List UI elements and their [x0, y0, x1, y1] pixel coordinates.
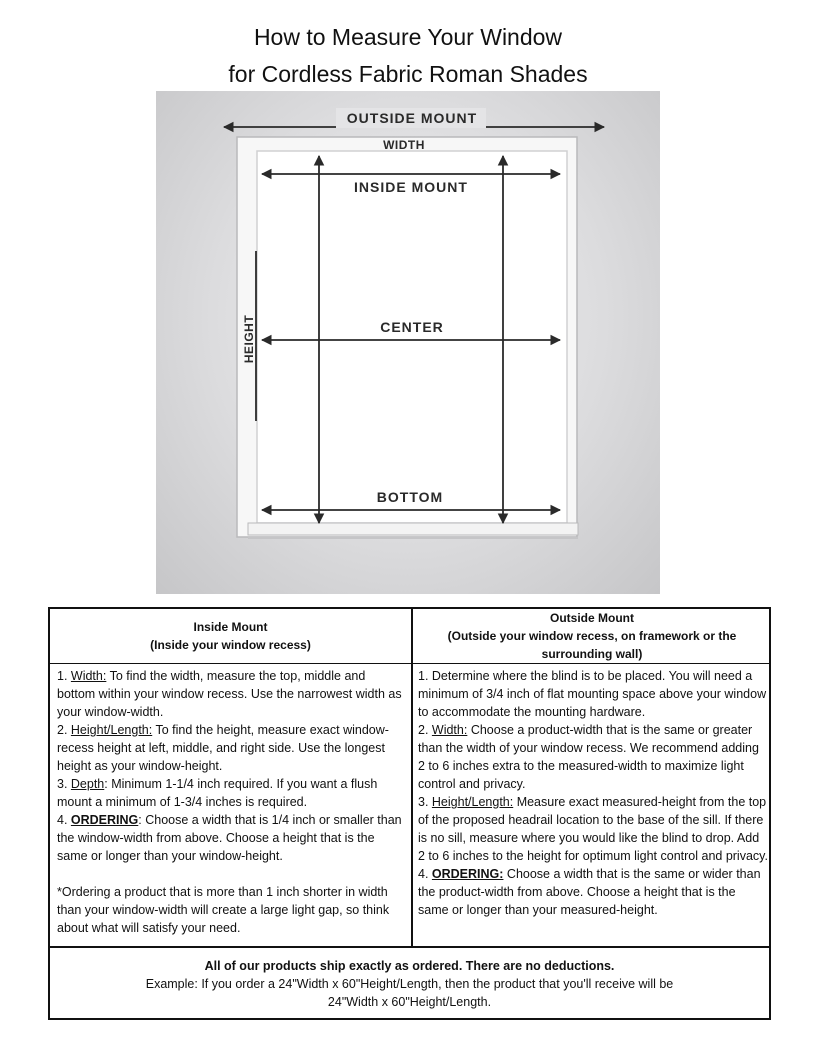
outside-mount-header: [413, 609, 771, 663]
outside-mount-header-title: Outside Mount: [550, 611, 634, 625]
outside-mount-instructions: [418, 667, 768, 919]
label-bottom: BOTTOM: [376, 489, 444, 505]
measurement-instructions-table: [48, 607, 771, 1020]
footer-example-line-2: 24"Width x 60"Height/Length.: [327, 995, 492, 1009]
inside-mount-header-subtitle: (Inside your window recess): [150, 638, 311, 652]
outside-mount-header-subtitle: (Outside your window recess, on framework or the surrounding wall): [447, 629, 737, 661]
footer-no-deductions: All of our products ship exactly as ordered. There are no deductions.: [204, 959, 615, 973]
inside-ordering-note: *Ordering a product that is more than 1 inch shorter in width than your window-width will create a large light gap, so think about what will satisfy your need.: [57, 885, 390, 935]
inside-step-ordering: 4. ORDERING: Choose a width that is 1/4 inch or smaller than the window-width from above. Choose a height that is the same or longer than your window-height.: [57, 813, 402, 863]
inside-step-width: 1. Width: To find the width, measure the top, middle and bottom within your window recess. Use the narrowest width as your window-width.: [57, 669, 402, 719]
outside-step-ordering: 4. ORDERING: Choose a width that is the same or wider than the product-width from above. Choose a height that is the same or longer than your measured-height.: [418, 867, 761, 917]
header-divider: [50, 663, 769, 664]
inside-mount-header: [50, 609, 411, 663]
page-title-line-1: How to Measure Your Window: [253, 24, 563, 50]
label-outside-mount: OUTSIDE MOUNT: [346, 110, 478, 126]
inside-step-depth: 3. Depth: Minimum 1-1/4 inch required. If you want a flush mount a minimum of 1-3/4 inches is required.: [57, 777, 378, 809]
window-measurement-diagram: [156, 91, 660, 594]
inside-step-height: 2. Height/Length: To find the height, measure exact window-recess height at left, middle, and right side. Use the longest height as your window-height.: [57, 723, 389, 773]
inside-mount-header-title: Inside Mount: [193, 620, 268, 634]
label-center: CENTER: [380, 319, 444, 335]
outside-step-width: 2. Width: Choose a product-width that is the same or greater than the width of your window recess. We recommend adding 2 to 6 inches extra to the measured-width to maximize light control and privacy.: [418, 723, 759, 791]
outside-step-height: 3. Height/Length: Measure exact measured-height from the top of the proposed headrail location to the base of the sill. If there is no sill, measure where you would like the blind to drop. Add 2 to 6 inches to the height for optimum light control and privacy.: [418, 795, 768, 863]
label-inside-mount: INSIDE MOUNT: [354, 179, 468, 195]
page-title-line-2: for Cordless Fabric Roman Shades: [228, 61, 588, 87]
outside-step-placement: 1. Determine where the blind is to be placed. You will need a minimum of 3/4 inch of flat mounting space above your window to accommodate the mounting hardware.: [418, 669, 767, 719]
inside-mount-instructions: [57, 667, 405, 937]
footer-example-line-1: Example: If you order a 24"Width x 60"Height/Length, then the product that you'll receive will be: [145, 977, 674, 991]
label-width: WIDTH: [383, 138, 425, 152]
label-height: HEIGHT: [242, 314, 256, 364]
window-sill: [248, 523, 578, 535]
window-recess: [257, 151, 567, 523]
ordering-footer: [50, 948, 769, 1020]
window-diagram-svg: [156, 91, 660, 594]
